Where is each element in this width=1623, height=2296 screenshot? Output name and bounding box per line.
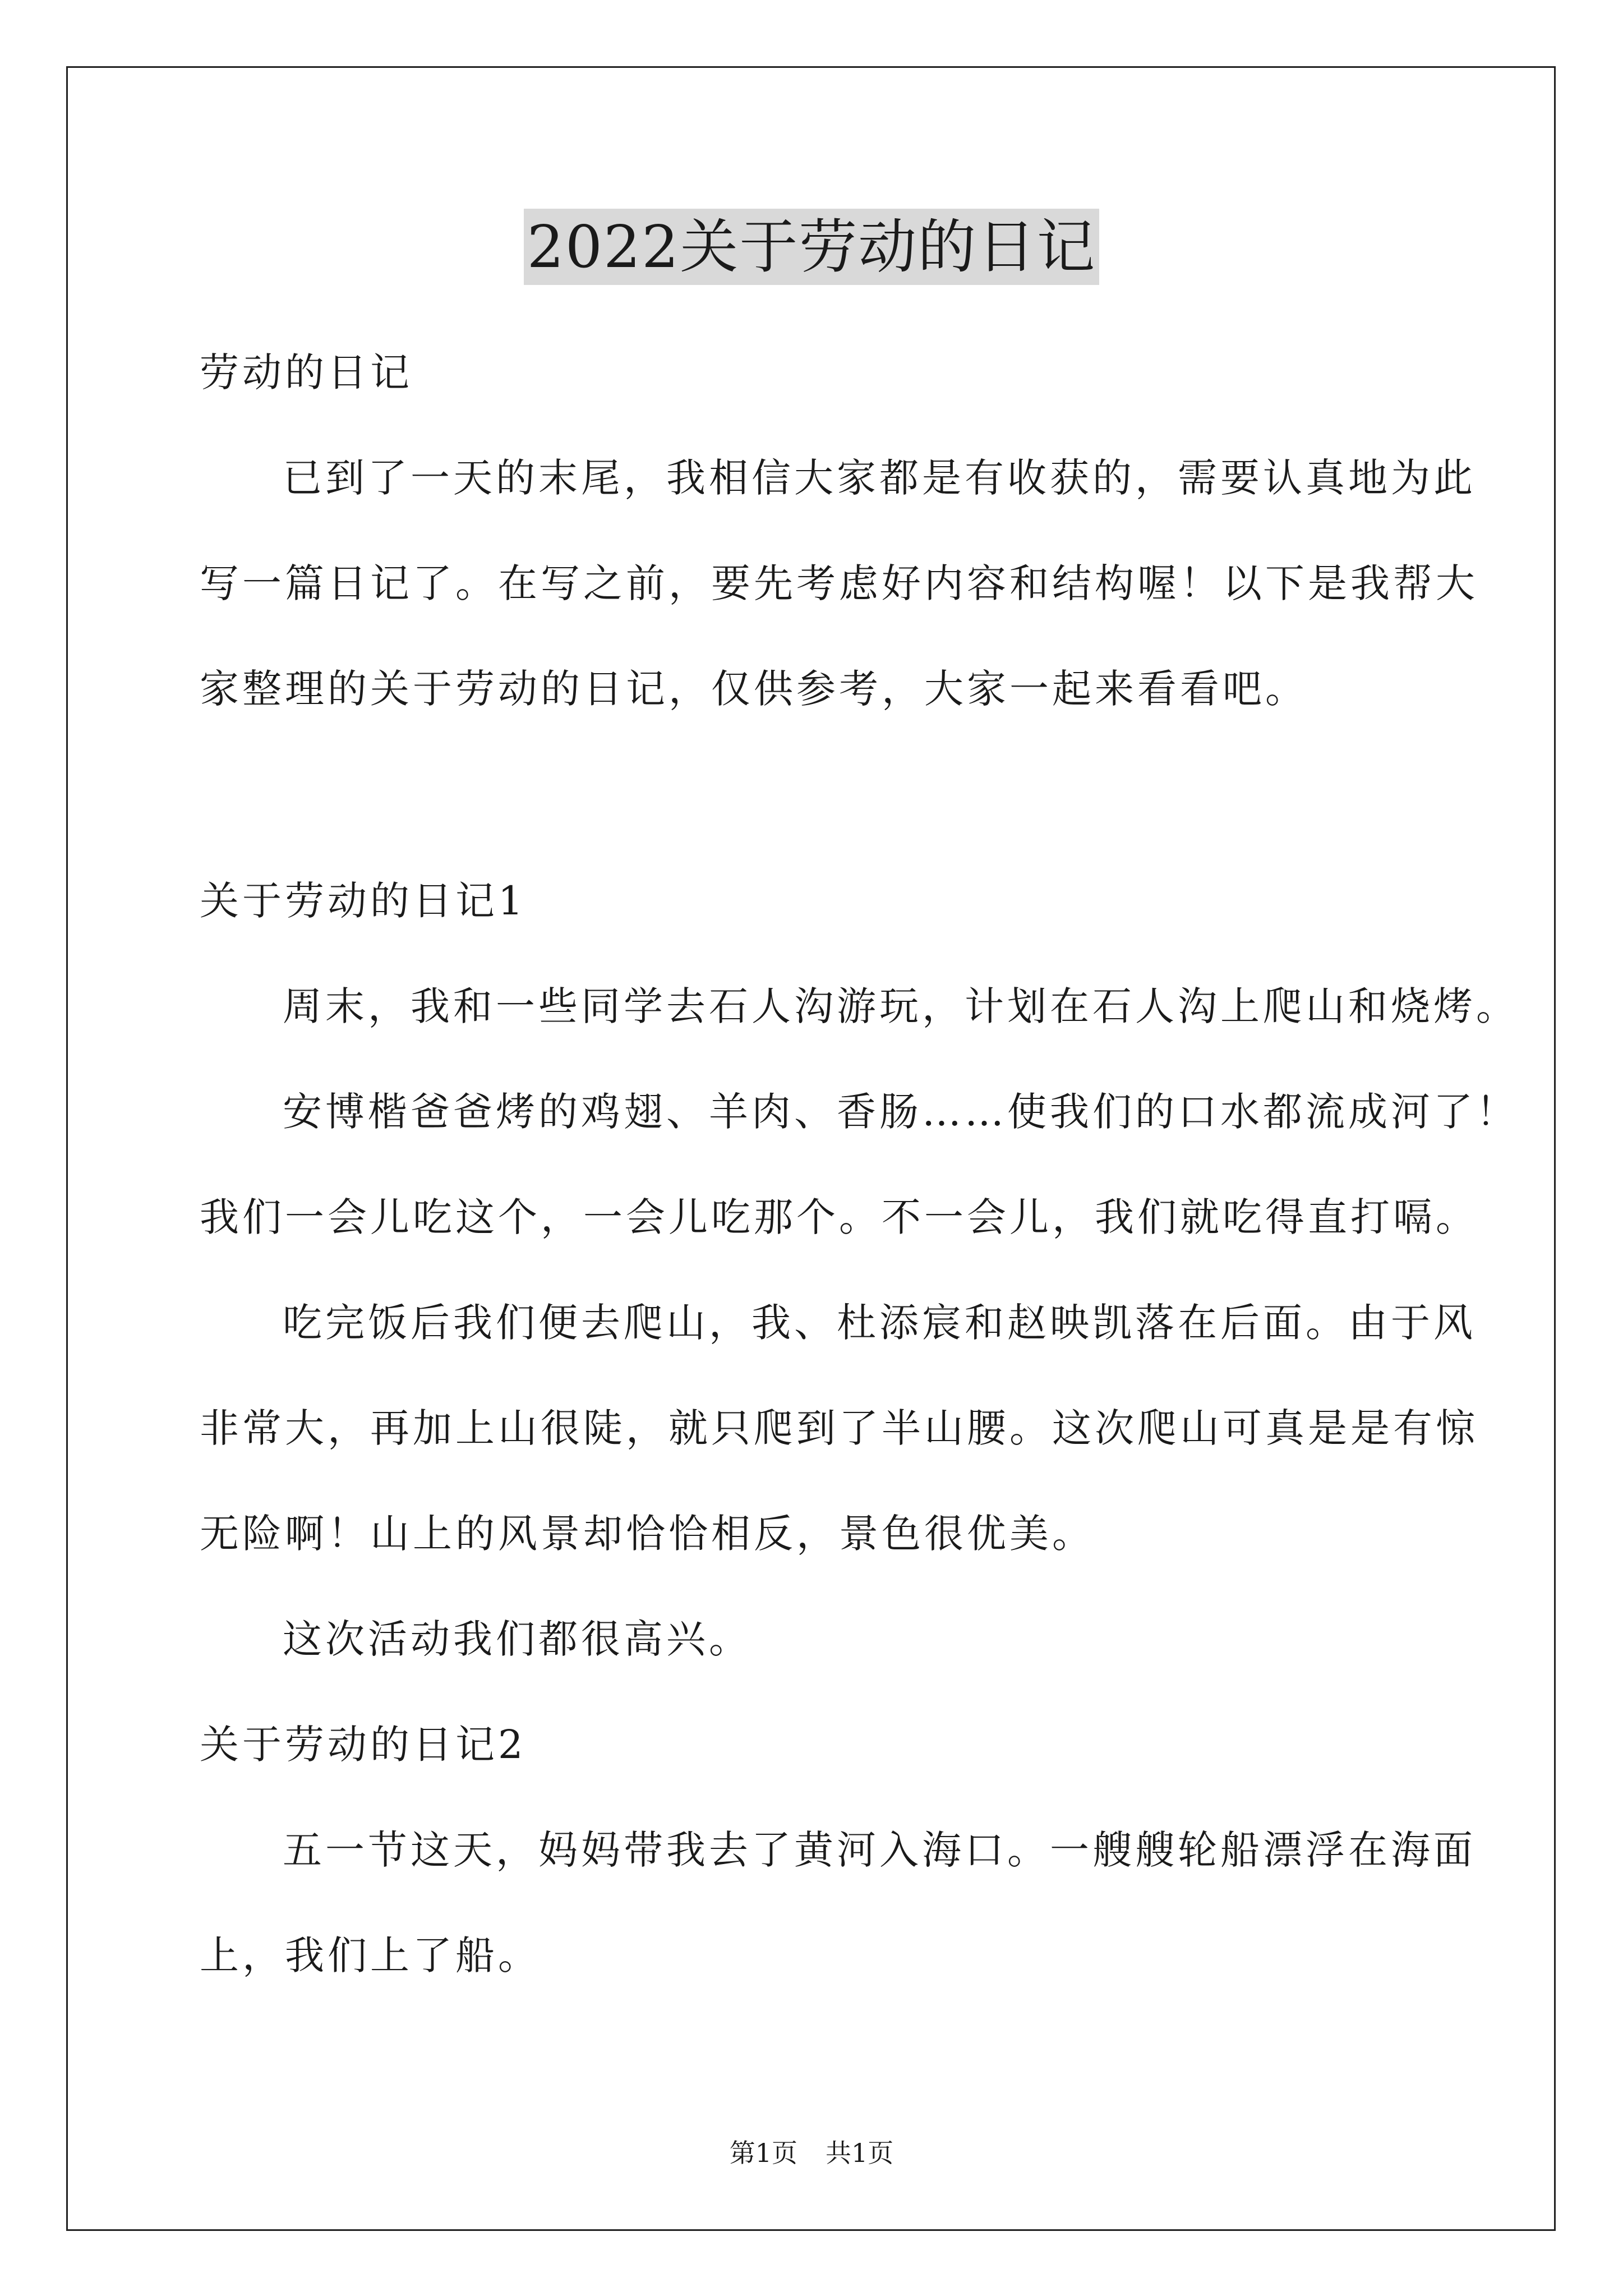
title-container (0, 209, 1623, 285)
document-body (200, 320, 1519, 2008)
paragraph-line: 非常大，再加上山很陡，就只爬到了半山腰。这次爬山可真是是有惊 (200, 1405, 1478, 1451)
paragraph-line: 已到了一天的末尾，我相信大家都是有收获的，需要认真地为此 (283, 455, 1476, 501)
document-title: 2022关于劳动的日记 (524, 209, 1100, 285)
paragraph-line: 我们一会儿吃这个，一会儿吃那个。不一会儿，我们就吃得直打嗝。 (200, 1194, 1478, 1240)
paragraph-line: 无险啊！山上的风景却恰恰相反，景色很优美。 (200, 1511, 1095, 1557)
paragraph-line: 家整理的关于劳动的日记，仅供参考，大家一起来看看吧。 (200, 666, 1308, 712)
paragraph-line: 上，我们上了船。 (200, 1932, 541, 1978)
section-heading: 关于劳动的日记1 (200, 878, 527, 924)
page-count: 共1页 (826, 2138, 894, 2168)
blank-line (200, 742, 1433, 848)
paragraph-line: 五一节这天，妈妈带我去了黄河入海口。一艘艘轮船漂浮在海面 (283, 1827, 1476, 1873)
paragraph-line: 周末，我和一些同学去石人沟游玩，计划在石人沟上爬山和烧烤。 (283, 983, 1519, 1029)
page-footer (0, 2136, 1623, 2170)
paragraph-line: 吃完饭后我们便去爬山，我、杜添宸和赵映凯落在后面。由于风 (283, 1300, 1476, 1346)
paragraph-line: 这次活动我们都很高兴。 (283, 1616, 751, 1662)
paragraph-line: 写一篇日记了。在写之前，要先考虑好内容和结构喔！以下是我帮大 (200, 560, 1478, 606)
page-number: 第1页 (729, 2138, 797, 2168)
section-heading: 关于劳动的日记2 (200, 1722, 527, 1768)
section-heading: 劳动的日记 (200, 349, 413, 395)
paragraph-line: 安博楷爸爸烤的鸡翅、羊肉、香肠……使我们的口水都流成河了！ (283, 1089, 1519, 1135)
